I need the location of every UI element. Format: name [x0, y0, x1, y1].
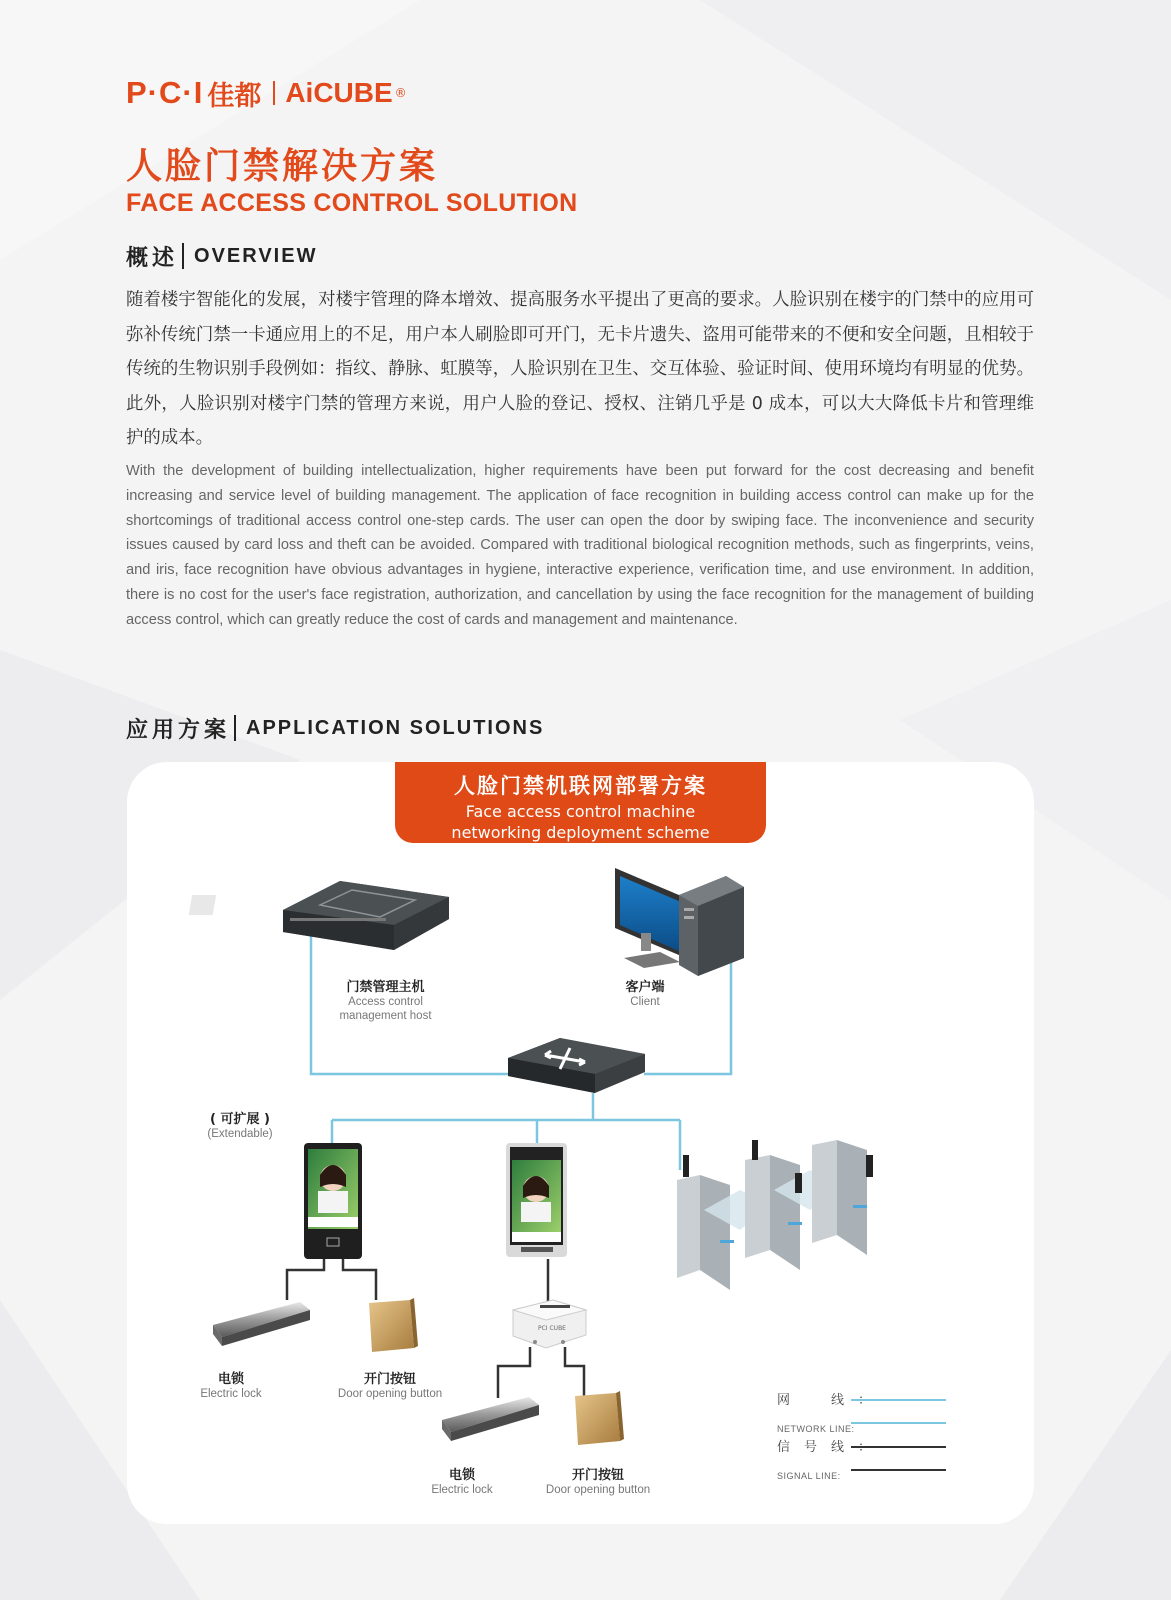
button-1-label-cn: 开门按钮 [363, 1372, 416, 1387]
turnstile-gates-icon [677, 1140, 873, 1290]
legend-network-en [777, 1417, 855, 1436]
network-lines [311, 931, 731, 1170]
switch-icon [508, 1038, 645, 1093]
extendable-label-en: (Extendable) [207, 1128, 273, 1140]
access-controller-icon [513, 1300, 586, 1348]
overview-heading-en: OVERVIEW [194, 244, 318, 267]
legend-signal-cn [777, 1436, 885, 1455]
button-2-label-cn: 开门按钮 [571, 1468, 624, 1483]
electric-lock-icon [213, 1302, 310, 1346]
host-label-en-1: Access control [348, 996, 423, 1008]
logo-poi: P·C·I [126, 75, 204, 110]
client-label-en: Client [630, 996, 660, 1008]
overview-text-en: With the development of building intellectualization, higher requirements have been put forward for the cost decreasing and benefit increasing and service level of building management. The application of face recognition in building access control can make up for the shortcomings of traditional access control one-step cards. The user can open the door by swiping face. The inconvenience and security issues caused by card loss and theft can be avoided. Compared with traditional biological recognition methods, such as fingerprints, veins, and iris, face recognition have obvious advantages in hygiene, interactive experience, verification time, and use environment. In addition, there is no cost for the user's face registration, authorization, and cancellation by using the face recognition for the management of building access control, which can greatly reduce the cost of cards and management and maintenance. [126, 463, 1034, 628]
application-heading-cn: 应用方案 [126, 717, 231, 743]
logo-registered-mark: ® [394, 86, 407, 100]
extendable-label-cn: ( 可扩展 ) [210, 1112, 270, 1127]
client-label-cn: 客户端 [625, 980, 665, 995]
door-button-icon [575, 1391, 624, 1445]
application-heading-en: APPLICATION SOLUTIONS [246, 716, 545, 739]
banner-title-en-1: Face access control machine [465, 802, 696, 821]
controller-brand: PCI CUBE [538, 1325, 566, 1332]
button-2-label-en: Door opening button [545, 1484, 651, 1496]
legend-signal-en-text: SIGNAL LINE: [777, 1471, 841, 1481]
host-label-en-2: management host [339, 1010, 432, 1022]
legend-network-cn [777, 1389, 885, 1408]
host-label-cn: 门禁管理主机 [346, 980, 425, 995]
button-2-label [533, 1464, 663, 1497]
lock-2-label [417, 1464, 507, 1497]
legend-signal-en [777, 1464, 841, 1483]
client-label [600, 976, 690, 1009]
electric-lock-icon [442, 1397, 539, 1441]
logo-aicube: AiCUBE [285, 77, 393, 108]
banner-title-cn: 人脸门禁机联网部署方案 [454, 774, 707, 798]
host-label [318, 976, 453, 1023]
button-1-label [325, 1368, 455, 1401]
computer-icon [615, 868, 744, 976]
banner-title-en-2: networking deployment scheme [451, 823, 710, 842]
lock-1-label-cn: 电锁 [217, 1372, 244, 1387]
server-icon [189, 881, 449, 950]
button-1-label-en: Door opening button [337, 1388, 443, 1400]
lock-2-label-cn: 电锁 [448, 1468, 475, 1483]
overview-text-cn: 随着楼宇智能化的发展，对楼宇管理的降本增效、提高服务水平提出了更高的要求。人脸识别在楼宇的门禁中的应用可弥补传统门禁一卡通应用上的不足，用户本人刷脸即可开门，无卡片遗失、盗用可能带来的不便和安全问题，且相较于传统的生物识别手段例如：指纹、静脉、虹膜等，人脸识别在卫生、交互体验、验证时间、使用环境均有明显的优势。此外，人脸识别对楼宇门禁的管理方来说，用户人脸的登记、授权、注销几乎是 0 成本，可以大大降低卡片和管理维护的成本。 [126, 290, 1034, 449]
logo-chinese: 佳都 [207, 80, 262, 112]
door-button-icon [369, 1298, 418, 1352]
face-terminal-icon [304, 1143, 362, 1259]
legend-network-cn-text: 网 线： [777, 1393, 886, 1408]
page-title-en: FACE ACCESS CONTROL SOLUTION [126, 189, 578, 217]
lock-1-label [186, 1368, 276, 1401]
lock-2-label-en: Electric lock [431, 1484, 493, 1496]
extendable-label [190, 1108, 290, 1141]
face-terminal-icon [506, 1143, 567, 1257]
legend-signal-cn-text: 信号线： [777, 1440, 886, 1455]
lock-1-label-en: Electric lock [200, 1388, 262, 1400]
legend-network-en-text: NETWORK LINE: [777, 1424, 855, 1434]
overview-heading-cn: 概述 [126, 245, 179, 271]
page-title-cn: 人脸门禁解决方案 [126, 146, 439, 187]
